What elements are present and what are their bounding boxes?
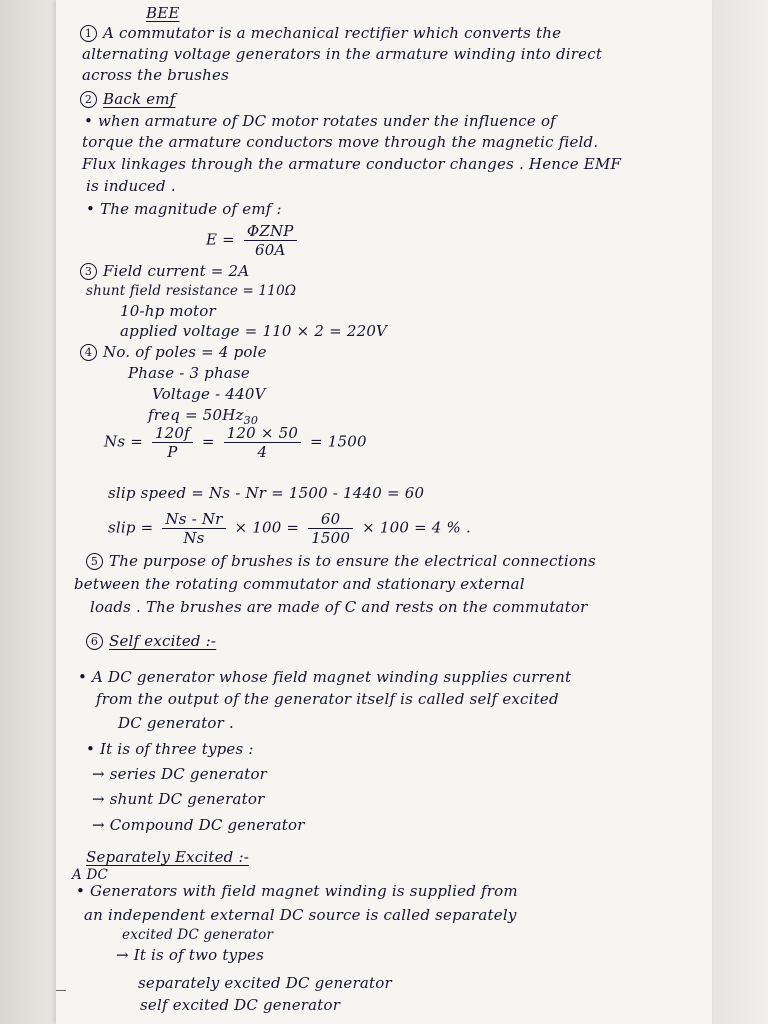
q2-title-line [80,90,175,108]
q6-number: 6 [86,633,103,650]
q4-text-1: No. of poles = 4 pole [103,343,267,361]
q3-line-2: shunt field resistance = 110Ω [86,283,297,299]
page-heading: BEE [146,4,180,22]
q5-line-1 [86,552,596,570]
q3-line-1 [80,262,249,280]
q2-line-1: • when armature of DC motor rotates under the influence of [84,112,556,130]
emf-fraction [244,222,297,259]
q6-title: Self excited :- [109,632,217,650]
q6-line-2: from the output of the generator itself is called self excited [96,690,559,708]
q1-number: 1 [80,25,97,42]
q5-number: 5 [86,553,103,570]
q6-line-7: → Compound DC generator [92,816,305,834]
emf-formula [206,222,301,259]
q2-number: 2 [80,91,97,108]
q4-line-1 [80,343,267,361]
q3-text-1: Field current = 2A [103,262,250,280]
q1-line-1 [80,24,561,42]
ns-denominator-2: 4 [257,443,268,461]
slip-denominator-1: Ns [183,529,205,547]
q5-text-1: The purpose of brushes is to ensure the electrical connections [109,552,596,570]
ns-lhs: Ns = [104,432,143,451]
page-shadow-right [712,0,768,1024]
sep-line-1: • Generators with field magnet winding is supplied from [76,882,518,900]
slip-fraction-2 [308,510,353,547]
ns-fraction-1 [152,424,193,461]
sep-line-4: → It is of two types [116,946,265,964]
q1-line-3: across the brushes [82,66,230,84]
sep-line-6: self excited DC generator [140,996,341,1014]
q2-line-4: is induced . [86,177,176,195]
q4-line-4: freq = 50Hz [148,406,244,424]
q2-line-3: Flux linkages through the armature conductor changes . Hence EMF [82,155,622,173]
ns-numerator-1: 120f [152,424,193,443]
q6-line-6: → shunt DC generator [92,790,265,808]
q2-line-5: • The magnitude of emf : [86,200,282,218]
slip-mult: × 100 = [234,518,300,537]
q6-line-5: → series DC generator [92,765,268,783]
slip-tail: × 100 = 4 % . [362,518,471,537]
ns-denominator-1: P [167,443,178,461]
q4-line-2: Phase - 3 phase [128,364,250,382]
ns-fraction-2 [224,414,301,461]
q3-line-3: 10-hp motor [120,302,216,320]
slip-lhs: slip = [108,518,154,537]
q2-line-2: torque the armature conductors move through the magnetic field. [82,133,599,151]
ns-overwrite: 30 [243,414,259,427]
ns-result: = 1500 [310,432,367,451]
emf-denominator: 60A [254,241,286,259]
q5-line-3: loads . The brushes are made of C and rests on the commutator [90,598,588,616]
q6-line-3: DC generator . [118,714,234,732]
sep-title: Separately Excited :- [86,848,249,866]
q1-line-2: alternating voltage generators in the armature winding into direct [82,45,603,63]
emf-numerator: ΦZNP [244,222,297,241]
q1-text-1: A commutator is a mechanical rectifier which converts the [103,24,562,42]
q3-line-4: applied voltage = 110 × 2 = 220V [120,322,388,340]
slip-speed-line: slip speed = Ns - Nr = 1500 - 1440 = 60 [108,484,425,502]
q3-number: 3 [80,263,97,280]
slip-numerator-1: Ns - Nr [162,510,225,529]
slip-numerator-2: 60 [308,510,353,529]
sep-line-5: separately excited DC generator [138,974,392,992]
q6-line-1: • A DC generator whose field magnet winding supplies current [78,668,572,686]
ns-equals: = [201,432,215,451]
q5-line-2: between the rotating commutator and stationary external [74,575,525,593]
slip-formula [108,510,471,547]
q4-number: 4 [80,344,97,361]
page-shadow-left [0,0,56,1024]
slip-denominator-2: 1500 [311,529,351,547]
q4-line-3: Voltage - 440V [152,385,266,403]
sep-line-2: an independent external DC source is called separately [84,906,517,924]
ns-numerator-2: 120 × 50 [224,424,301,443]
margin-mark [56,990,66,991]
sep-line-3: excited DC generator [122,927,274,943]
emf-lhs: E = [206,230,235,249]
q6-title-line [86,632,216,650]
slip-fraction-1 [162,510,225,547]
q2-title: Back emf [103,90,176,108]
q6-line-4: • It is of three types : [86,740,254,758]
notebook-page [56,0,712,1024]
sep-prefix: A DC [72,867,108,883]
